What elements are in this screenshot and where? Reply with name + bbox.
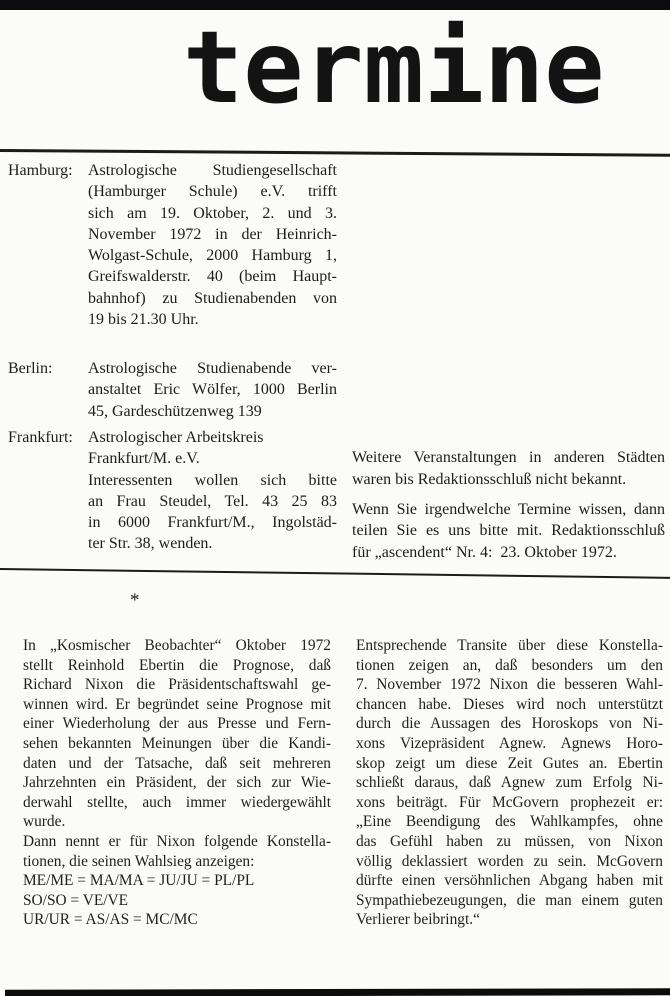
paragraph (23, 636, 331, 832)
text-line: derwahl stellte, auch immer wiedergewählt (23, 793, 331, 811)
text-line: Astrologische Studiengesellschaft (88, 162, 337, 179)
text-line: winnen wird. Er begründet seine Prognose mit (23, 695, 331, 713)
text-line: Entsprechende Transite über diese Konstella- (356, 637, 663, 654)
city-label-hamburg: Hamburg: (8, 162, 73, 179)
text-line: „Eine Beendigung des Wahlkampfes, ohne (356, 813, 663, 831)
text-line: Interessenten wollen sich bitte (88, 471, 337, 489)
event-text-berlin (88, 358, 337, 422)
text-line: Sympathiebezeugungen, die man einem guten (356, 891, 663, 909)
horizontal-rule-top (0, 149, 670, 156)
text-line: SO/SO = VE/VE (23, 891, 129, 909)
paragraph (352, 447, 665, 491)
paragraph (23, 891, 331, 911)
text-line: tionen, die seinen Wahlsieg anzeigen: (23, 852, 255, 870)
bottom-scan-bar (5, 988, 670, 996)
text-line: anstaltet Eric Wölfer, 1000 Berlin (88, 381, 337, 399)
article-column-right (356, 636, 663, 930)
text-line: ME/ME = MA/MA = JU/JU = PL/PL (23, 872, 255, 890)
text-line: ter Str. 38, wenden. (88, 535, 213, 553)
text-line: Richard Nixon die Präsidentschaftswahl ge- (23, 676, 331, 694)
section-asterisk: * (130, 590, 140, 611)
text-line: völlig deklassiert worden zu sein. McGovern (356, 852, 663, 870)
paragraph (88, 427, 337, 555)
text-line: in 6000 Frankfurt/M., Ingolstäd- (88, 514, 337, 532)
text-line: bahnhof) zu Studienabenden von (88, 289, 337, 307)
text-line: Wolgast-Schule, 2000 Hamburg 1, (88, 247, 337, 265)
city-label-berlin: Berlin: (8, 360, 53, 377)
paragraph (352, 499, 665, 564)
text-line: xons Vizepräsident Agnew. Agnews Horo- (356, 734, 663, 752)
text-line: durch die Aussagen des Horoskops von Ni- (356, 715, 663, 733)
text-line: das Gefühl haben zu müssen, von Nixon (356, 832, 663, 850)
paragraph (88, 160, 337, 330)
text-line: dürfte einen versöhnlichen Abgang haben mit (356, 872, 663, 890)
text-line: daten und der Tatsache, daß seit mehreren (23, 754, 331, 772)
text-line: tionen zeigen an, daß besonders um den (356, 656, 663, 674)
text-line: Verlierer beibringt.“ (356, 911, 480, 929)
text-line: chancen habe. Dieses wird noch unterstützt (356, 695, 663, 713)
text-line: Wenn Sie irgendwelche Termine wissen, dann (352, 500, 665, 518)
text-line: einer Wiederholung der aus Presse und Fern- (23, 715, 331, 733)
text-line: Astrologische Studienabende ver- (88, 360, 337, 377)
paragraph (88, 358, 337, 422)
text-line: Jahrzehnten ein Präsident, der sich zur Wie- (23, 774, 331, 792)
horizontal-rule-middle (0, 568, 670, 579)
text-line: waren bis Redaktionsschluß nicht bekannt. (352, 470, 627, 488)
editorial-notes (352, 447, 665, 564)
text-line: sehen bekannten Meinungen über die Kandi- (23, 734, 331, 752)
text-line: November 1972 in der Heinrich- (88, 225, 337, 243)
text-line: UR/UR = AS/AS = MC/MC (23, 911, 198, 929)
article-column-left (23, 636, 331, 930)
paragraph (23, 832, 331, 871)
event-text-hamburg (88, 160, 337, 330)
event-text-frankfurt (88, 427, 337, 555)
text-line: Astrologischer Arbeitskreis (88, 429, 264, 446)
text-line: Dann nennt er für Nixon folgende Konstella- (23, 832, 331, 850)
text-line: stellt Reinhold Ebertin die Prognose, daß (23, 656, 331, 674)
text-line: für „ascendent“ Nr. 4: 23. Oktober 1972. (352, 544, 617, 562)
text-line: Weitere Veranstaltungen in anderen Städten (352, 449, 665, 466)
paragraph (23, 871, 331, 891)
text-line: (Hamburger Schule) e.V. trifft (88, 183, 337, 201)
page-title: termine (183, 9, 605, 126)
text-line: teilen Sie es uns bitte mit. Redaktionsschluß (352, 522, 665, 540)
text-line: Frankfurt/M. e.V. (88, 450, 200, 468)
text-line: 19 bis 21.30 Uhr. (88, 311, 199, 329)
text-line: wurde. (23, 813, 66, 831)
text-line: 45, Gardeschützenweg 139 (88, 402, 262, 420)
text-line: an Frau Steudel, Tel. 43 25 83 (88, 492, 337, 510)
text-line: sich am 19. Oktober, 2. und 3. (88, 204, 337, 222)
paragraph (23, 910, 331, 930)
paragraph (356, 636, 663, 930)
text-line: 7. November 1972 Nixon die besseren Wahl- (356, 676, 663, 694)
city-label-frankfurt: Frankfurt: (8, 429, 73, 446)
text-line: Greifswalderstr. 40 (beim Haupt- (88, 268, 337, 286)
text-line: skop zeigt um diese Zeit Gutes an. Ebertin (356, 754, 663, 772)
text-line: xons beiträgt. Für McGovern prophezeit er: (356, 793, 663, 811)
text-line: In „Kosmischer Beobachter“ Oktober 1972 (23, 637, 331, 654)
text-line: schließt daraus, daß Agnew zum Erfolg Ni- (356, 774, 663, 792)
